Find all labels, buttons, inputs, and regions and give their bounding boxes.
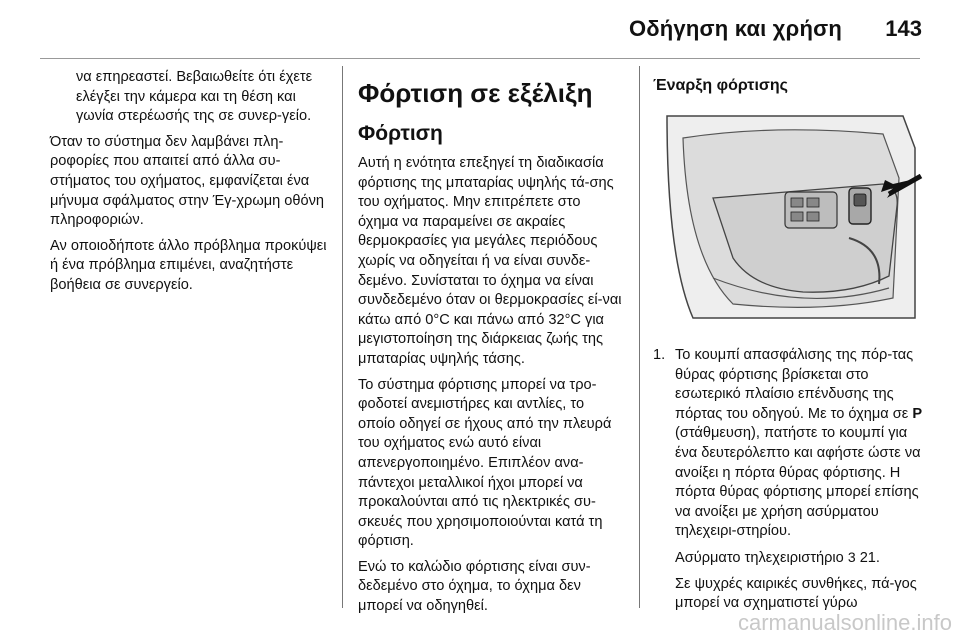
section-title: Οδήγηση και χρήση <box>628 16 842 41</box>
column-1 <box>50 68 330 302</box>
paragraph-seek-help: Αν οποιοδήποτε άλλο πρόβλημα προκύψει ή ένα πρόβλημα επιμένει, αναζητήστε βοήθεια σε συνεργείο. <box>50 237 327 293</box>
paragraph-error-message: Όταν το σύστημα δεν λαμβάνει πλη-ροφορίες που απαιτεί από άλλα συ-στήματος του οχήματος, εμφανίζεται ένα μήνυμα σφάλματος στην Έγ-χρωμη οθόνη πληροφοριών. <box>50 133 325 229</box>
heading-charging-in-progress: Φόρτιση σε εξέλιξη <box>358 78 593 108</box>
heading-start-charging: Έναρξη φόρτισης <box>653 77 788 94</box>
header-divider <box>40 58 920 59</box>
list-number: 1. <box>653 347 666 363</box>
page-header <box>0 0 960 62</box>
paragraph-release-button: Το κουμπί απασφάλισης της πόρ-τας θύρας φόρτισης βρίσκεται στο εσωτερικό πλαίσιο επένδυσης της πόρτας του οδηγού. Με το όχημα σε P (στάθμευση), πατήστε το κουμπί για ένα δευτερόλεπτο και αφήστε ώστε να ανοίξει η πόρτα θύρας φόρτισης. Η πόρτα θύρας φόρτισης μπορεί επίσης να ανοίξει με χρήση ασύρματου τηλεχειρι-στηρίου. <box>675 347 923 540</box>
column-divider-1 <box>342 66 343 608</box>
paragraph-charging-sounds: Το σύστημα φόρτισης μπορεί να τρο-φοδοτεί ανεμιστήρες και αντλίες, το οποίο οδηγεί σε ήχους από την πλευρά του οχήματος ενώ αυτό είναι απενεργοποιημένο. Επιπλέον ανα-πάντεχοι μεταλλικοί ήχοι μπορεί να προκαλούνται από τις ηλεκτρικές συ-σκευές που χρησιμοποιούνται κατά τη φόρτιση. <box>358 376 612 550</box>
door-panel-illustration <box>653 108 925 328</box>
paragraph-charging-intro: Αυτή η ενότητα επεξηγεί τη διαδικασία φόρτισης της μπαταρίας υψηλής τά-σης του οχήματος. Μην επιτρέπετε στο όχημα να παραμείνει σε ακραίες θερμοκρασίες για μεγάλες περιόδους χωρίς να οδηγείται ή να είναι συνδε-δεμένο. Συνίσταται το όχημα να είναι συνδεδεμένο όταν οι θερμοκρασίες εί-ναι κάτω από 0°C και πάνω από 32°C για μεγιστοποίηση της διάρκειας ζωής της μπαταρίας υψηλής τάσης. <box>358 155 622 367</box>
page-reference-icon: 3 <box>847 548 856 565</box>
column-2 <box>358 68 624 623</box>
paragraph-remote-ref: Ασύρματο τηλεχειριστήριο 3 21. <box>675 548 880 566</box>
paragraph-cable-connected: Ενώ το καλώδιο φόρτισης είναι συν-δεδεμένο στο όχημα, το όχημα δεν μπορεί να οδηγηθεί. <box>358 558 591 615</box>
list-item-1 <box>653 346 925 614</box>
column-divider-2 <box>639 66 640 608</box>
door-panel-image <box>653 108 925 328</box>
park-gear-label: P <box>912 405 923 422</box>
watermark: carmanualsonline.info <box>737 610 952 635</box>
column-3 <box>653 68 925 620</box>
heading-charging: Φόρτιση <box>358 122 443 145</box>
paragraph-cold-weather: Σε ψυχρές καιρικές συνθήκες, πά-γος μπορεί να σχηματιστεί γύρω <box>675 575 917 612</box>
page-number: 143 <box>885 16 922 41</box>
paragraph-camera-check: να επηρεαστεί. Βεβαιωθείτε ότι έχετε ελέγξει την κάμερα και τη θέση και γωνία στερέωσής της σε συνερ-γείο. <box>76 69 313 125</box>
